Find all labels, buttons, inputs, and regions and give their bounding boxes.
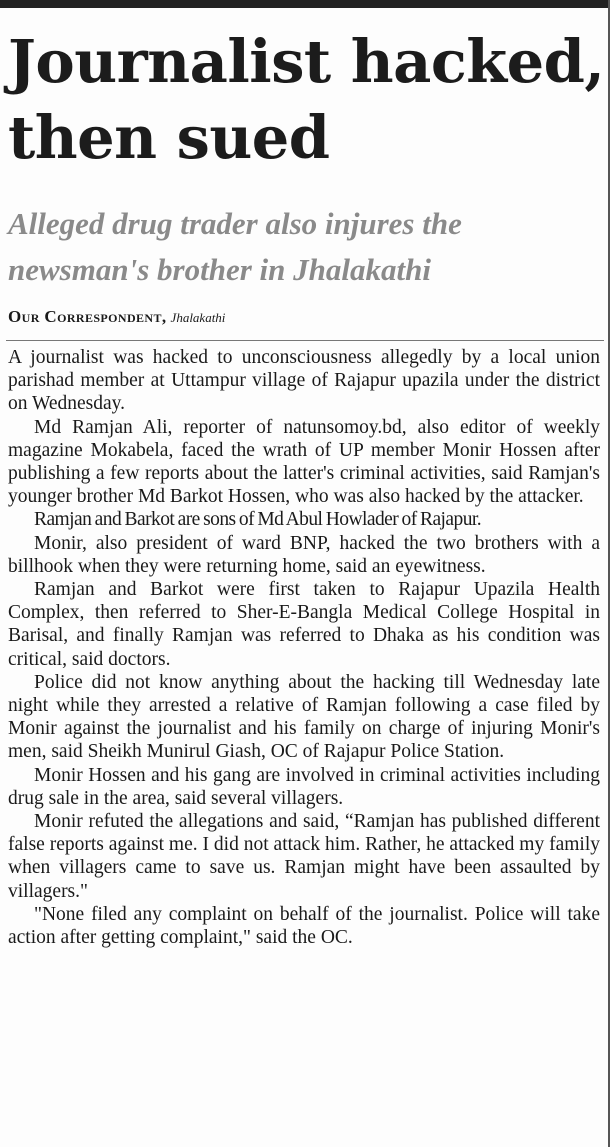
paragraph: A journalist was hacked to unconsciousness allegedly by a local union parishad member at Uttampur village of Rajapur upazila under the district on Wednesday.	[8, 347, 600, 415]
paragraph: Md Ramjan Ali, reporter of natunsomoy.bd, also editor of weekly magazine Mokabela, faced the wrath of UP member Monir Hossen after publishing a few reports about the latter's criminal activities, said Ramjan's younger brother Md Barkot Hossen, who was also hacked by the attacker.	[8, 416, 600, 508]
paragraph: Police did not know anything about the hacking till Wednesday late night while they arrested a relative of Ramjan following a case filed by Monir against the journalist and his family on charge of injuring Monir's men, said Sheikh Munirul Giash, OC of Rajapur Police Station.	[8, 671, 600, 763]
paragraph: "None filed any complaint on behalf of the journalist. Police will take action after getting complaint," said the OC.	[8, 903, 600, 949]
byline-name: Our Correspondent,	[8, 307, 167, 326]
paragraph: Monir, also president of ward BNP, hacked the two brothers with a billhook when they were returning home, said an eyewitness.	[8, 532, 600, 577]
paragraph: Ramjan and Barkot are sons of Md Abul Howlader of Rajapur.	[34, 509, 482, 531]
top-rule	[0, 0, 610, 8]
headline: Journalist hacked, then sued	[8, 27, 605, 172]
byline-divider	[6, 340, 604, 341]
paragraph: Monir Hossen and his gang are involved in criminal activities including drug sale in the area, said several villagers.	[8, 764, 600, 809]
byline-location: Jhalakathi	[170, 310, 226, 325]
article-body	[8, 346, 600, 949]
deck-subheadline: Alleged drug trader also injures the newsman's brother in Jhalakathi	[8, 206, 462, 287]
paragraph: Monir refuted the allegations and said, “Ramjan has published different false reports against me. I did not attack him. Rather, he attacked my family when villagers came to save us. Ramjan might have been assaulted by villagers."	[8, 811, 600, 902]
byline	[8, 307, 608, 328]
paragraph: Ramjan and Barkot were first taken to Rajapur Upazila Health Complex, then referred to Sher-E-Bangla Medical College Hospital in Barisal, and finally Ramjan was referred to Dhaka as his condition was critical, said doctors.	[8, 579, 600, 670]
